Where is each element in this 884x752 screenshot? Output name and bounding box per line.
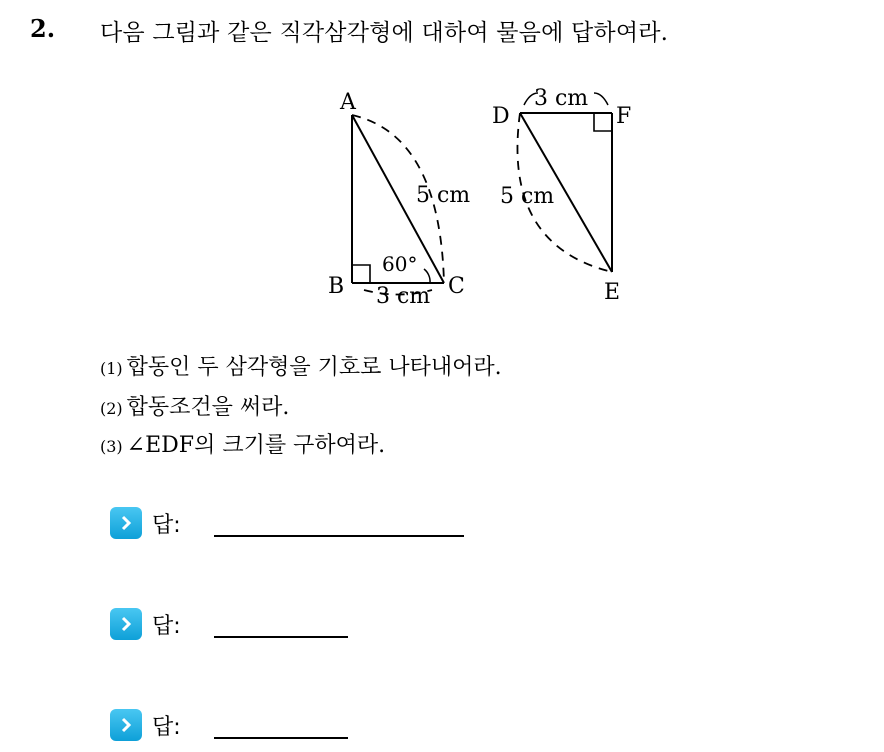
triangle-dfe: [517, 93, 612, 272]
subquestion-1: [100, 350, 502, 381]
triangle-figure: [320, 85, 640, 315]
vertex-a: A: [340, 90, 356, 115]
subquestion-2-number: (2): [100, 399, 123, 418]
question-text: 다음 그림과 같은 직각삼각형에 대하여 물음에 답하여라.: [100, 20, 669, 46]
answer-row-2: [110, 608, 181, 640]
vertex-b: B: [328, 274, 345, 299]
label-bc-3cm: 3 cm: [376, 284, 431, 309]
label-angle-60: 60°: [382, 252, 418, 276]
answer-blank-3[interactable]: [214, 737, 348, 739]
subquestion-1-text: 합동인 두 삼각형을 기호로 나타내어라.: [126, 355, 502, 380]
vertex-f: F: [616, 104, 632, 129]
answer-row-1: [110, 507, 181, 539]
vertex-e: E: [604, 280, 621, 305]
subquestion-3-number: (3): [100, 437, 123, 456]
answer-blank-1[interactable]: [214, 535, 464, 537]
label-ac-5cm: 5 cm: [416, 183, 471, 208]
subquestion-1-number: (1): [100, 359, 123, 378]
question-number: 2.: [30, 14, 56, 43]
chevron-right-icon: [110, 507, 142, 539]
chevron-right-icon: [110, 709, 142, 741]
subquestion-2-text: 합동조건을 써라.: [126, 395, 290, 420]
chevron-right-icon: [110, 608, 142, 640]
answer-blank-2[interactable]: [214, 636, 348, 638]
subquestion-3-text: ∠EDF의 크기를 구하여라.: [126, 433, 386, 458]
vertex-d: D: [492, 104, 510, 129]
vertex-c: C: [448, 274, 465, 299]
answer-label: 답:: [152, 714, 181, 740]
subquestion-2: [100, 390, 289, 421]
answer-label: 답:: [152, 512, 181, 538]
answer-label: 답:: [152, 613, 181, 639]
label-de-5cm: 5 cm: [500, 184, 555, 209]
answer-row-3: [110, 709, 181, 741]
label-df-3cm: 3 cm: [534, 86, 589, 111]
subquestion-3: [100, 428, 385, 459]
